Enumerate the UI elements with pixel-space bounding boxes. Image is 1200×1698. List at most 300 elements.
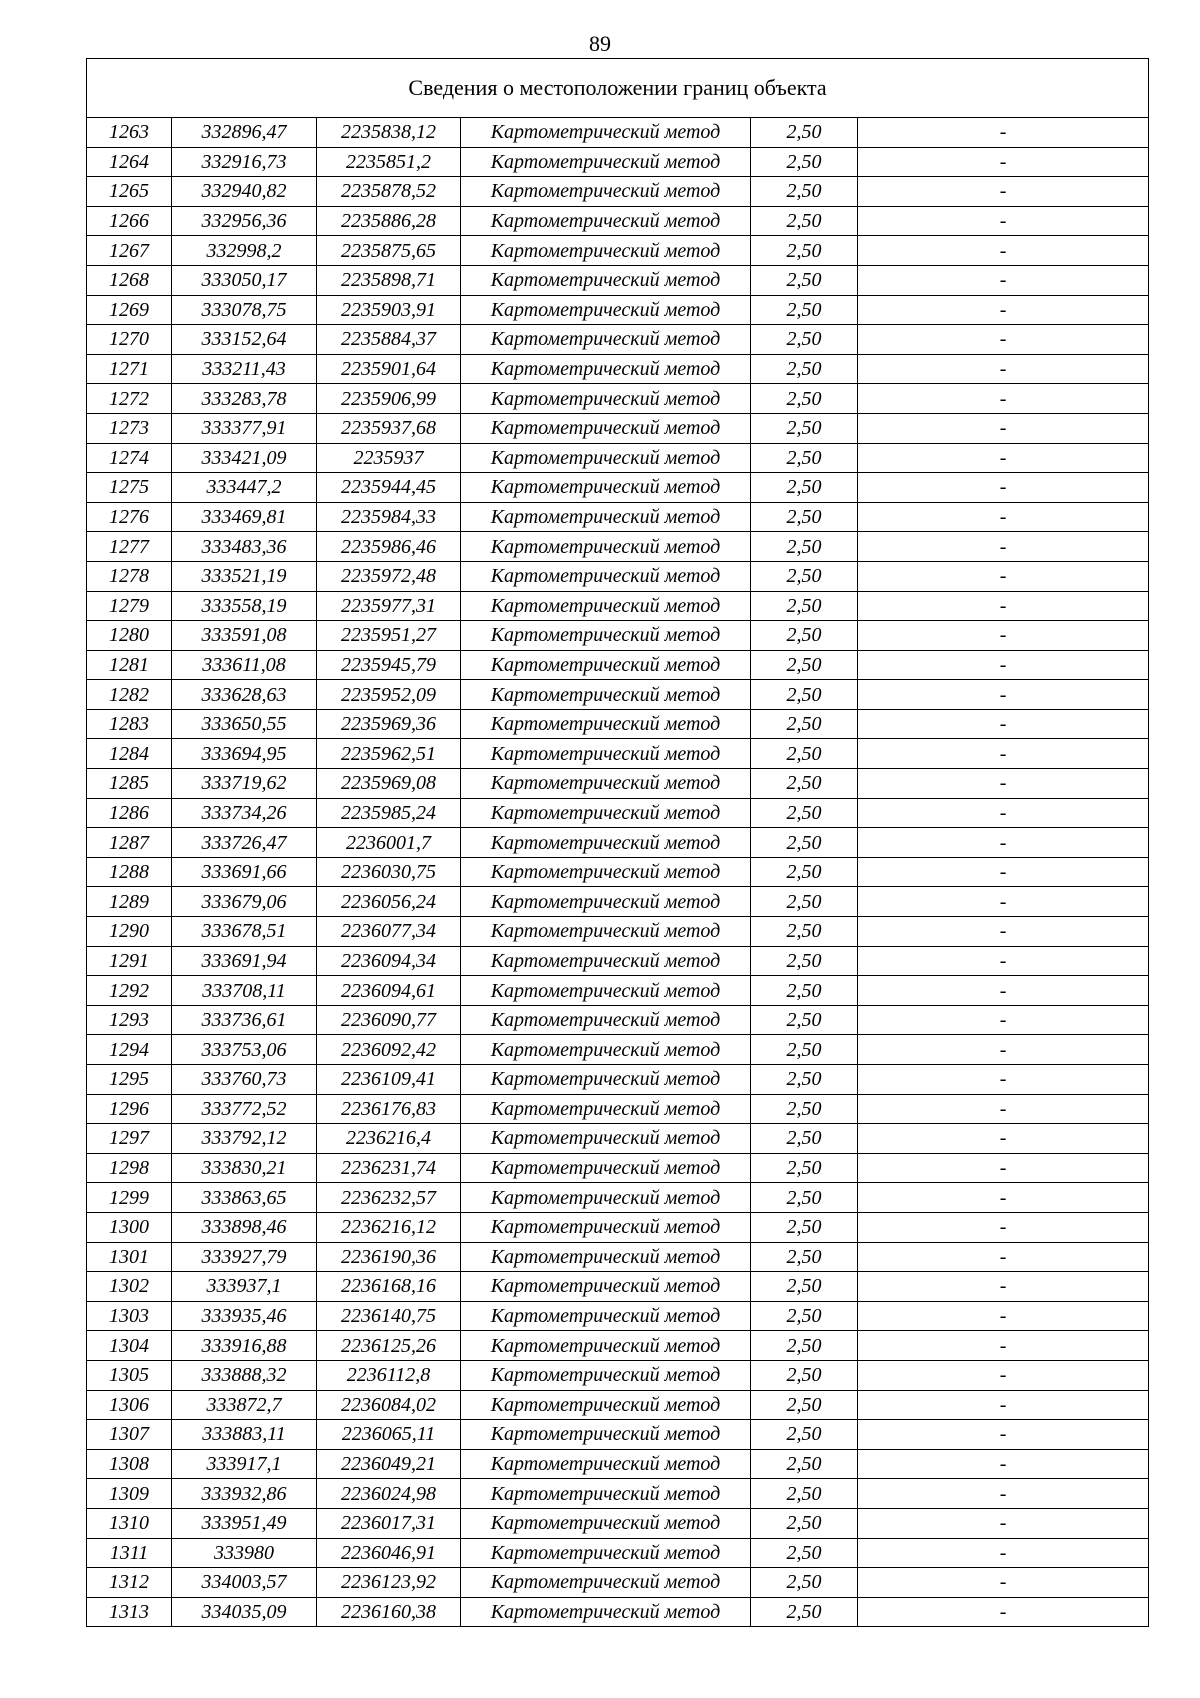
description-cell: - — [858, 621, 1149, 651]
description-cell: - — [858, 502, 1149, 532]
accuracy-cell: 2,50 — [751, 325, 858, 355]
point-number-cell: 1267 — [87, 236, 172, 266]
accuracy-cell: 2,50 — [751, 650, 858, 680]
table-row — [87, 236, 1149, 266]
y-coordinate-cell: 2236030,75 — [317, 857, 461, 887]
x-coordinate-cell: 333611,08 — [172, 650, 317, 680]
point-number-cell: 1273 — [87, 413, 172, 443]
description-cell: - — [858, 709, 1149, 739]
accuracy-cell: 2,50 — [751, 1065, 858, 1095]
method-cell: Картометрический метод — [461, 709, 751, 739]
accuracy-cell: 2,50 — [751, 1360, 858, 1390]
x-coordinate-cell: 333050,17 — [172, 265, 317, 295]
table-row — [87, 295, 1149, 325]
boundary-coordinates-table — [86, 58, 1149, 1627]
point-number-cell: 1311 — [87, 1538, 172, 1568]
y-coordinate-cell: 2236216,4 — [317, 1124, 461, 1154]
point-number-cell: 1292 — [87, 976, 172, 1006]
accuracy-cell: 2,50 — [751, 1301, 858, 1331]
table-row — [87, 1153, 1149, 1183]
x-coordinate-cell: 333726,47 — [172, 828, 317, 858]
description-cell: - — [858, 473, 1149, 503]
table-caption: Сведения о местоположении границ объекта — [87, 59, 1149, 118]
method-cell: Картометрический метод — [461, 118, 751, 148]
description-cell: - — [858, 532, 1149, 562]
description-cell: - — [858, 650, 1149, 680]
table-row — [87, 384, 1149, 414]
table-row — [87, 1272, 1149, 1302]
description-cell: - — [858, 325, 1149, 355]
accuracy-cell: 2,50 — [751, 384, 858, 414]
point-number-cell: 1282 — [87, 680, 172, 710]
method-cell: Картометрический метод — [461, 1183, 751, 1213]
method-cell: Картометрический метод — [461, 769, 751, 799]
y-coordinate-cell: 2236046,91 — [317, 1538, 461, 1568]
point-number-cell: 1303 — [87, 1301, 172, 1331]
method-cell: Картометрический метод — [461, 473, 751, 503]
table-row — [87, 857, 1149, 887]
accuracy-cell: 2,50 — [751, 680, 858, 710]
accuracy-cell: 2,50 — [751, 887, 858, 917]
point-number-cell: 1312 — [87, 1568, 172, 1598]
x-coordinate-cell: 333558,19 — [172, 591, 317, 621]
method-cell: Картометрический метод — [461, 295, 751, 325]
accuracy-cell: 2,50 — [751, 1035, 858, 1065]
description-cell: - — [858, 1124, 1149, 1154]
table-row — [87, 325, 1149, 355]
description-cell: - — [858, 1035, 1149, 1065]
y-coordinate-cell: 2236232,57 — [317, 1183, 461, 1213]
method-cell: Картометрический метод — [461, 1449, 751, 1479]
y-coordinate-cell: 2235937,68 — [317, 413, 461, 443]
y-coordinate-cell: 2235937 — [317, 443, 461, 473]
x-coordinate-cell: 333152,64 — [172, 325, 317, 355]
y-coordinate-cell: 2236024,98 — [317, 1479, 461, 1509]
point-number-cell: 1298 — [87, 1153, 172, 1183]
point-number-cell: 1285 — [87, 769, 172, 799]
table-row — [87, 1094, 1149, 1124]
method-cell: Картометрический метод — [461, 650, 751, 680]
accuracy-cell: 2,50 — [751, 946, 858, 976]
accuracy-cell: 2,50 — [751, 1242, 858, 1272]
y-coordinate-cell: 2235945,79 — [317, 650, 461, 680]
method-cell: Картометрический метод — [461, 177, 751, 207]
accuracy-cell: 2,50 — [751, 1094, 858, 1124]
x-coordinate-cell: 333719,62 — [172, 769, 317, 799]
method-cell: Картометрический метод — [461, 1479, 751, 1509]
accuracy-cell: 2,50 — [751, 1124, 858, 1154]
x-coordinate-cell: 333469,81 — [172, 502, 317, 532]
accuracy-cell: 2,50 — [751, 621, 858, 651]
point-number-cell: 1305 — [87, 1360, 172, 1390]
y-coordinate-cell: 2235969,08 — [317, 769, 461, 799]
accuracy-cell: 2,50 — [751, 739, 858, 769]
point-number-cell: 1268 — [87, 265, 172, 295]
accuracy-cell: 2,50 — [751, 295, 858, 325]
table-row — [87, 1479, 1149, 1509]
accuracy-cell: 2,50 — [751, 1420, 858, 1450]
table-row — [87, 1568, 1149, 1598]
method-cell: Картометрический метод — [461, 917, 751, 947]
y-coordinate-cell: 2235951,27 — [317, 621, 461, 651]
description-cell: - — [858, 443, 1149, 473]
table-row — [87, 680, 1149, 710]
description-cell: - — [858, 976, 1149, 1006]
table-body — [87, 118, 1149, 1627]
description-cell: - — [858, 1301, 1149, 1331]
point-number-cell: 1304 — [87, 1331, 172, 1361]
point-number-cell: 1296 — [87, 1094, 172, 1124]
x-coordinate-cell: 333679,06 — [172, 887, 317, 917]
x-coordinate-cell: 333691,66 — [172, 857, 317, 887]
accuracy-cell: 2,50 — [751, 236, 858, 266]
point-number-cell: 1300 — [87, 1212, 172, 1242]
x-coordinate-cell: 333980 — [172, 1538, 317, 1568]
point-number-cell: 1283 — [87, 709, 172, 739]
table-row — [87, 1124, 1149, 1154]
accuracy-cell: 2,50 — [751, 354, 858, 384]
x-coordinate-cell: 333760,73 — [172, 1065, 317, 1095]
accuracy-cell: 2,50 — [751, 443, 858, 473]
table-row — [87, 1360, 1149, 1390]
y-coordinate-cell: 2235952,09 — [317, 680, 461, 710]
point-number-cell: 1287 — [87, 828, 172, 858]
method-cell: Картометрический метод — [461, 413, 751, 443]
description-cell: - — [858, 1538, 1149, 1568]
x-coordinate-cell: 333078,75 — [172, 295, 317, 325]
description-cell: - — [858, 680, 1149, 710]
accuracy-cell: 2,50 — [751, 1153, 858, 1183]
description-cell: - — [858, 1183, 1149, 1213]
method-cell: Картометрический метод — [461, 354, 751, 384]
accuracy-cell: 2,50 — [751, 1272, 858, 1302]
description-cell: - — [858, 177, 1149, 207]
accuracy-cell: 2,50 — [751, 798, 858, 828]
y-coordinate-cell: 2235977,31 — [317, 591, 461, 621]
method-cell: Картометрический метод — [461, 591, 751, 621]
point-number-cell: 1286 — [87, 798, 172, 828]
y-coordinate-cell: 2236084,02 — [317, 1390, 461, 1420]
point-number-cell: 1284 — [87, 739, 172, 769]
y-coordinate-cell: 2235984,33 — [317, 502, 461, 532]
x-coordinate-cell: 333888,32 — [172, 1360, 317, 1390]
method-cell: Картометрический метод — [461, 828, 751, 858]
point-number-cell: 1288 — [87, 857, 172, 887]
point-number-cell: 1280 — [87, 621, 172, 651]
table-row — [87, 265, 1149, 295]
description-cell: - — [858, 384, 1149, 414]
point-number-cell: 1263 — [87, 118, 172, 148]
y-coordinate-cell: 2235985,24 — [317, 798, 461, 828]
y-coordinate-cell: 2235898,71 — [317, 265, 461, 295]
point-number-cell: 1277 — [87, 532, 172, 562]
point-number-cell: 1265 — [87, 177, 172, 207]
accuracy-cell: 2,50 — [751, 1568, 858, 1598]
method-cell: Картометрический метод — [461, 1153, 751, 1183]
y-coordinate-cell: 2235875,65 — [317, 236, 461, 266]
y-coordinate-cell: 2236190,36 — [317, 1242, 461, 1272]
method-cell: Картометрический метод — [461, 265, 751, 295]
table-row — [87, 1035, 1149, 1065]
table-caption-row — [87, 59, 1149, 118]
y-coordinate-cell: 2236017,31 — [317, 1508, 461, 1538]
method-cell: Картометрический метод — [461, 443, 751, 473]
description-cell: - — [858, 798, 1149, 828]
accuracy-cell: 2,50 — [751, 473, 858, 503]
table-row — [87, 976, 1149, 1006]
point-number-cell: 1271 — [87, 354, 172, 384]
description-cell: - — [858, 1597, 1149, 1627]
table-row — [87, 1065, 1149, 1095]
accuracy-cell: 2,50 — [751, 1183, 858, 1213]
page-number: 89 — [589, 31, 611, 56]
description-cell: - — [858, 1153, 1149, 1183]
x-coordinate-cell: 332940,82 — [172, 177, 317, 207]
table-row — [87, 709, 1149, 739]
x-coordinate-cell: 334003,57 — [172, 1568, 317, 1598]
x-coordinate-cell: 332956,36 — [172, 206, 317, 236]
point-number-cell: 1294 — [87, 1035, 172, 1065]
description-cell: - — [858, 1094, 1149, 1124]
accuracy-cell: 2,50 — [751, 413, 858, 443]
method-cell: Картометрический метод — [461, 1508, 751, 1538]
y-coordinate-cell: 2236216,12 — [317, 1212, 461, 1242]
x-coordinate-cell: 333211,43 — [172, 354, 317, 384]
y-coordinate-cell: 2236092,42 — [317, 1035, 461, 1065]
accuracy-cell: 2,50 — [751, 1597, 858, 1627]
table-row — [87, 354, 1149, 384]
method-cell: Картометрический метод — [461, 1065, 751, 1095]
y-coordinate-cell: 2236125,26 — [317, 1331, 461, 1361]
x-coordinate-cell: 333283,78 — [172, 384, 317, 414]
method-cell: Картометрический метод — [461, 680, 751, 710]
description-cell: - — [858, 828, 1149, 858]
y-coordinate-cell: 2235884,37 — [317, 325, 461, 355]
method-cell: Картометрический метод — [461, 857, 751, 887]
description-cell: - — [858, 1479, 1149, 1509]
table-row — [87, 1183, 1149, 1213]
x-coordinate-cell: 332916,73 — [172, 147, 317, 177]
y-coordinate-cell: 2236065,11 — [317, 1420, 461, 1450]
point-number-cell: 1264 — [87, 147, 172, 177]
method-cell: Картометрический метод — [461, 1597, 751, 1627]
method-cell: Картометрический метод — [461, 621, 751, 651]
x-coordinate-cell: 333937,1 — [172, 1272, 317, 1302]
table-row — [87, 650, 1149, 680]
table-row — [87, 769, 1149, 799]
description-cell: - — [858, 1420, 1149, 1450]
description-cell: - — [858, 946, 1149, 976]
table-row — [87, 413, 1149, 443]
x-coordinate-cell: 333708,11 — [172, 976, 317, 1006]
point-number-cell: 1295 — [87, 1065, 172, 1095]
description-cell: - — [858, 1065, 1149, 1095]
y-coordinate-cell: 2235886,28 — [317, 206, 461, 236]
accuracy-cell: 2,50 — [751, 709, 858, 739]
accuracy-cell: 2,50 — [751, 976, 858, 1006]
accuracy-cell: 2,50 — [751, 147, 858, 177]
table-row — [87, 1301, 1149, 1331]
method-cell: Картометрический метод — [461, 1094, 751, 1124]
x-coordinate-cell: 333872,7 — [172, 1390, 317, 1420]
point-number-cell: 1290 — [87, 917, 172, 947]
table-row — [87, 502, 1149, 532]
x-coordinate-cell: 333792,12 — [172, 1124, 317, 1154]
description-cell: - — [858, 1212, 1149, 1242]
accuracy-cell: 2,50 — [751, 1005, 858, 1035]
description-cell: - — [858, 1449, 1149, 1479]
description-cell: - — [858, 413, 1149, 443]
x-coordinate-cell: 333830,21 — [172, 1153, 317, 1183]
method-cell: Картометрический метод — [461, 561, 751, 591]
accuracy-cell: 2,50 — [751, 828, 858, 858]
y-coordinate-cell: 2236001,7 — [317, 828, 461, 858]
method-cell: Картометрический метод — [461, 1272, 751, 1302]
accuracy-cell: 2,50 — [751, 1390, 858, 1420]
method-cell: Картометрический метод — [461, 1331, 751, 1361]
table-row — [87, 206, 1149, 236]
table-row — [87, 798, 1149, 828]
x-coordinate-cell: 333951,49 — [172, 1508, 317, 1538]
x-coordinate-cell: 333932,86 — [172, 1479, 317, 1509]
method-cell: Картометрический метод — [461, 887, 751, 917]
description-cell: - — [858, 917, 1149, 947]
accuracy-cell: 2,50 — [751, 591, 858, 621]
x-coordinate-cell: 333916,88 — [172, 1331, 317, 1361]
table-row — [87, 591, 1149, 621]
table-row — [87, 561, 1149, 591]
table-row — [87, 443, 1149, 473]
point-number-cell: 1309 — [87, 1479, 172, 1509]
description-cell: - — [858, 295, 1149, 325]
point-number-cell: 1270 — [87, 325, 172, 355]
point-number-cell: 1269 — [87, 295, 172, 325]
x-coordinate-cell: 333694,95 — [172, 739, 317, 769]
y-coordinate-cell: 2236168,16 — [317, 1272, 461, 1302]
point-number-cell: 1306 — [87, 1390, 172, 1420]
table-row — [87, 1420, 1149, 1450]
accuracy-cell: 2,50 — [751, 1479, 858, 1509]
description-cell: - — [858, 1005, 1149, 1035]
table-row — [87, 946, 1149, 976]
point-number-cell: 1308 — [87, 1449, 172, 1479]
x-coordinate-cell: 333421,09 — [172, 443, 317, 473]
accuracy-cell: 2,50 — [751, 118, 858, 148]
y-coordinate-cell: 2235944,45 — [317, 473, 461, 503]
x-coordinate-cell: 333917,1 — [172, 1449, 317, 1479]
point-number-cell: 1275 — [87, 473, 172, 503]
method-cell: Картометрический метод — [461, 532, 751, 562]
x-coordinate-cell: 333521,19 — [172, 561, 317, 591]
table-row — [87, 177, 1149, 207]
point-number-cell: 1272 — [87, 384, 172, 414]
description-cell: - — [858, 206, 1149, 236]
y-coordinate-cell: 2235986,46 — [317, 532, 461, 562]
description-cell: - — [858, 354, 1149, 384]
method-cell: Картометрический метод — [461, 1242, 751, 1272]
point-number-cell: 1293 — [87, 1005, 172, 1035]
table-row — [87, 473, 1149, 503]
x-coordinate-cell: 333734,26 — [172, 798, 317, 828]
x-coordinate-cell: 333591,08 — [172, 621, 317, 651]
y-coordinate-cell: 2236231,74 — [317, 1153, 461, 1183]
method-cell: Картометрический метод — [461, 1390, 751, 1420]
method-cell: Картометрический метод — [461, 1124, 751, 1154]
table-row — [87, 1390, 1149, 1420]
point-number-cell: 1276 — [87, 502, 172, 532]
y-coordinate-cell: 2235838,12 — [317, 118, 461, 148]
method-cell: Картометрический метод — [461, 976, 751, 1006]
description-cell: - — [858, 147, 1149, 177]
point-number-cell: 1297 — [87, 1124, 172, 1154]
table-row — [87, 1508, 1149, 1538]
method-cell: Картометрический метод — [461, 1360, 751, 1390]
table-row — [87, 1242, 1149, 1272]
y-coordinate-cell: 2235969,36 — [317, 709, 461, 739]
table-row — [87, 828, 1149, 858]
accuracy-cell: 2,50 — [751, 206, 858, 236]
y-coordinate-cell: 2236123,92 — [317, 1568, 461, 1598]
method-cell: Картометрический метод — [461, 1035, 751, 1065]
method-cell: Картометрический метод — [461, 206, 751, 236]
y-coordinate-cell: 2236109,41 — [317, 1065, 461, 1095]
method-cell: Картометрический метод — [461, 1301, 751, 1331]
description-cell: - — [858, 561, 1149, 591]
y-coordinate-cell: 2235901,64 — [317, 354, 461, 384]
point-number-cell: 1281 — [87, 650, 172, 680]
accuracy-cell: 2,50 — [751, 1449, 858, 1479]
x-coordinate-cell: 333883,11 — [172, 1420, 317, 1450]
description-cell: - — [858, 118, 1149, 148]
method-cell: Картометрический метод — [461, 798, 751, 828]
accuracy-cell: 2,50 — [751, 1331, 858, 1361]
accuracy-cell: 2,50 — [751, 177, 858, 207]
point-number-cell: 1289 — [87, 887, 172, 917]
accuracy-cell: 2,50 — [751, 1508, 858, 1538]
table-row — [87, 917, 1149, 947]
description-cell: - — [858, 1568, 1149, 1598]
method-cell: Картометрический метод — [461, 946, 751, 976]
point-number-cell: 1301 — [87, 1242, 172, 1272]
table-row — [87, 1538, 1149, 1568]
y-coordinate-cell: 2236112,8 — [317, 1360, 461, 1390]
point-number-cell: 1307 — [87, 1420, 172, 1450]
y-coordinate-cell: 2235906,99 — [317, 384, 461, 414]
x-coordinate-cell: 333628,63 — [172, 680, 317, 710]
x-coordinate-cell: 333772,52 — [172, 1094, 317, 1124]
y-coordinate-cell: 2236077,34 — [317, 917, 461, 947]
method-cell: Картометрический метод — [461, 1420, 751, 1450]
x-coordinate-cell: 333898,46 — [172, 1212, 317, 1242]
method-cell: Картометрический метод — [461, 502, 751, 532]
y-coordinate-cell: 2236160,38 — [317, 1597, 461, 1627]
table-row — [87, 1212, 1149, 1242]
method-cell: Картометрический метод — [461, 1538, 751, 1568]
method-cell: Картометрический метод — [461, 325, 751, 355]
y-coordinate-cell: 2235878,52 — [317, 177, 461, 207]
method-cell: Картометрический метод — [461, 1212, 751, 1242]
y-coordinate-cell: 2235972,48 — [317, 561, 461, 591]
y-coordinate-cell: 2236094,61 — [317, 976, 461, 1006]
accuracy-cell: 2,50 — [751, 561, 858, 591]
point-number-cell: 1266 — [87, 206, 172, 236]
description-cell: - — [858, 1390, 1149, 1420]
table-row — [87, 739, 1149, 769]
accuracy-cell: 2,50 — [751, 769, 858, 799]
point-number-cell: 1291 — [87, 946, 172, 976]
table-row — [87, 1597, 1149, 1627]
x-coordinate-cell: 333691,94 — [172, 946, 317, 976]
